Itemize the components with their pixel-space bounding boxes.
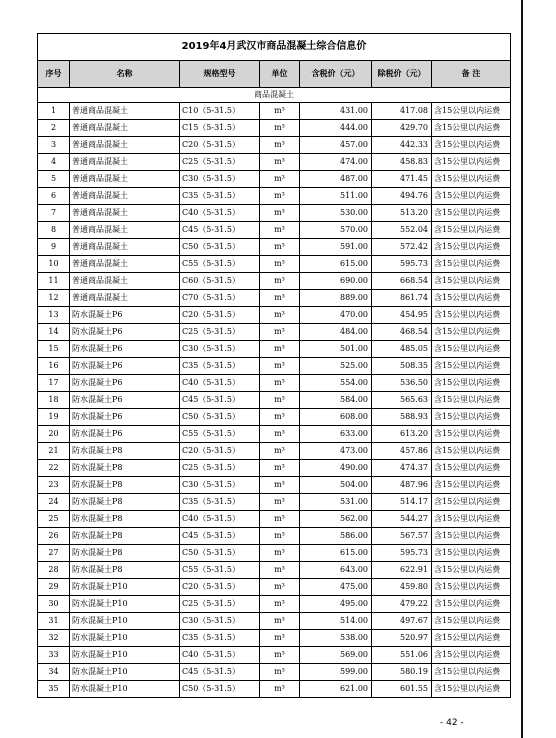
table-row [38, 596, 511, 613]
header-row [38, 61, 511, 88]
cell-spec: C35（5-31.5） [180, 188, 260, 205]
table-row [38, 341, 511, 358]
cell-price-notax: 485.05 [372, 341, 432, 358]
cell-price-tax: 586.00 [300, 528, 372, 545]
cell-price-tax: 504.00 [300, 477, 372, 494]
cell-note: 含15公里以内运费 [432, 409, 511, 426]
cell-note: 含15公里以内运费 [432, 256, 511, 273]
header-index: 序号 [38, 61, 70, 88]
cell-note: 含15公里以内运费 [432, 222, 511, 239]
cell-name: 普通商品混凝土 [70, 120, 180, 137]
cell-price-notax: 513.20 [372, 205, 432, 222]
cell-spec: C30（5-31.5） [180, 341, 260, 358]
cell-spec: C40（5-31.5） [180, 205, 260, 222]
cell-note: 含15公里以内运费 [432, 239, 511, 256]
cell-unit: m³ [260, 545, 300, 562]
cell-spec: C35（5-31.5） [180, 630, 260, 647]
cell-note: 含15公里以内运费 [432, 205, 511, 222]
cell-index: 26 [38, 528, 70, 545]
table-row [38, 205, 511, 222]
cell-spec: C30（5-31.5） [180, 171, 260, 188]
cell-name: 普通商品混凝土 [70, 273, 180, 290]
cell-price-notax: 429.70 [372, 120, 432, 137]
cell-unit: m³ [260, 613, 300, 630]
cell-price-tax: 514.00 [300, 613, 372, 630]
cell-price-tax: 538.00 [300, 630, 372, 647]
cell-name: 防水混凝土P6 [70, 392, 180, 409]
cell-price-notax: 520.97 [372, 630, 432, 647]
cell-name: 防水混凝土P8 [70, 477, 180, 494]
cell-index: 16 [38, 358, 70, 375]
table-row [38, 392, 511, 409]
cell-unit: m³ [260, 137, 300, 154]
cell-unit: m³ [260, 290, 300, 307]
cell-spec: C55（5-31.5） [180, 426, 260, 443]
cell-price-tax: 470.00 [300, 307, 372, 324]
cell-spec: C45（5-31.5） [180, 222, 260, 239]
cell-spec: C35（5-31.5） [180, 494, 260, 511]
cell-name: 防水混凝土P10 [70, 630, 180, 647]
cell-name: 普通商品混凝土 [70, 239, 180, 256]
cell-note: 含15公里以内运费 [432, 120, 511, 137]
cell-name: 普通商品混凝土 [70, 154, 180, 171]
cell-unit: m³ [260, 562, 300, 579]
cell-spec: C35（5-31.5） [180, 358, 260, 375]
cell-price-notax: 458.83 [372, 154, 432, 171]
cell-price-tax: 490.00 [300, 460, 372, 477]
cell-note: 含15公里以内运费 [432, 647, 511, 664]
cell-index: 21 [38, 443, 70, 460]
cell-note: 含15公里以内运费 [432, 664, 511, 681]
table-row [38, 409, 511, 426]
cell-unit: m³ [260, 681, 300, 698]
cell-note: 含15公里以内运费 [432, 562, 511, 579]
cell-spec: C70（5-31.5） [180, 290, 260, 307]
table-row [38, 137, 511, 154]
page-number: - 42 - [440, 718, 464, 728]
table-row [38, 460, 511, 477]
cell-index: 7 [38, 205, 70, 222]
cell-index: 9 [38, 239, 70, 256]
cell-unit: m³ [260, 188, 300, 205]
cell-unit: m³ [260, 392, 300, 409]
cell-price-tax: 444.00 [300, 120, 372, 137]
cell-price-notax: 457.86 [372, 443, 432, 460]
cell-name: 防水混凝土P10 [70, 579, 180, 596]
cell-note: 含15公里以内运费 [432, 290, 511, 307]
cell-price-tax: 615.00 [300, 256, 372, 273]
cell-price-notax: 861.74 [372, 290, 432, 307]
cell-name: 防水混凝土P8 [70, 511, 180, 528]
cell-unit: m³ [260, 511, 300, 528]
cell-index: 31 [38, 613, 70, 630]
cell-price-notax: 595.73 [372, 256, 432, 273]
cell-name: 防水混凝土P8 [70, 562, 180, 579]
cell-price-tax: 487.00 [300, 171, 372, 188]
cell-unit: m³ [260, 154, 300, 171]
table-row [38, 171, 511, 188]
cell-unit: m³ [260, 358, 300, 375]
cell-price-notax: 514.17 [372, 494, 432, 511]
cell-spec: C50（5-31.5） [180, 239, 260, 256]
table-row [38, 579, 511, 596]
table-row [38, 375, 511, 392]
cell-index: 18 [38, 392, 70, 409]
table-row [38, 494, 511, 511]
cell-index: 29 [38, 579, 70, 596]
cell-price-tax: 633.00 [300, 426, 372, 443]
cell-price-tax: 431.00 [300, 103, 372, 120]
table-row [38, 324, 511, 341]
table-row [38, 358, 511, 375]
cell-unit: m³ [260, 103, 300, 120]
cell-unit: m³ [260, 375, 300, 392]
cell-price-notax: 595.73 [372, 545, 432, 562]
cell-note: 含15公里以内运费 [432, 596, 511, 613]
cell-price-tax: 599.00 [300, 664, 372, 681]
table-row [38, 681, 511, 698]
cell-index: 24 [38, 494, 70, 511]
cell-price-notax: 487.96 [372, 477, 432, 494]
cell-unit: m³ [260, 596, 300, 613]
cell-spec: C20（5-31.5） [180, 137, 260, 154]
cell-name: 防水混凝土P6 [70, 375, 180, 392]
table-row [38, 562, 511, 579]
cell-price-tax: 484.00 [300, 324, 372, 341]
cell-index: 22 [38, 460, 70, 477]
cell-index: 2 [38, 120, 70, 137]
cell-name: 防水混凝土P6 [70, 324, 180, 341]
cell-unit: m³ [260, 171, 300, 188]
cell-price-notax: 494.76 [372, 188, 432, 205]
cell-spec: C20（5-31.5） [180, 307, 260, 324]
cell-name: 防水混凝土P6 [70, 341, 180, 358]
cell-spec: C30（5-31.5） [180, 613, 260, 630]
cell-name: 防水混凝土P10 [70, 681, 180, 698]
cell-price-tax: 501.00 [300, 341, 372, 358]
cell-name: 防水混凝土P6 [70, 426, 180, 443]
cell-price-tax: 473.00 [300, 443, 372, 460]
cell-spec: C55（5-31.5） [180, 562, 260, 579]
table-row [38, 290, 511, 307]
cell-index: 23 [38, 477, 70, 494]
table-row [38, 273, 511, 290]
cell-index: 1 [38, 103, 70, 120]
cell-note: 含15公里以内运费 [432, 171, 511, 188]
cell-name: 普通商品混凝土 [70, 171, 180, 188]
cell-note: 含15公里以内运费 [432, 341, 511, 358]
cell-price-notax: 572.42 [372, 239, 432, 256]
cell-price-tax: 570.00 [300, 222, 372, 239]
cell-name: 防水混凝土P10 [70, 596, 180, 613]
cell-price-notax: 544.27 [372, 511, 432, 528]
cell-price-tax: 457.00 [300, 137, 372, 154]
cell-name: 防水混凝土P10 [70, 647, 180, 664]
table-row [38, 647, 511, 664]
cell-unit: m³ [260, 409, 300, 426]
cell-index: 19 [38, 409, 70, 426]
cell-note: 含15公里以内运费 [432, 460, 511, 477]
cell-name: 防水混凝土P6 [70, 307, 180, 324]
cell-unit: m³ [260, 579, 300, 596]
cell-unit: m³ [260, 647, 300, 664]
cell-price-tax: 525.00 [300, 358, 372, 375]
cell-price-notax: 417.08 [372, 103, 432, 120]
cell-name: 防水混凝土P8 [70, 460, 180, 477]
cell-price-tax: 643.00 [300, 562, 372, 579]
cell-price-notax: 468.54 [372, 324, 432, 341]
cell-price-tax: 475.00 [300, 579, 372, 596]
cell-note: 含15公里以内运费 [432, 154, 511, 171]
cell-unit: m³ [260, 664, 300, 681]
cell-spec: C15（5-31.5） [180, 120, 260, 137]
cell-price-tax: 531.00 [300, 494, 372, 511]
cell-price-tax: 554.00 [300, 375, 372, 392]
cell-price-notax: 508.35 [372, 358, 432, 375]
cell-price-notax: 552.04 [372, 222, 432, 239]
header-price-tax: 含税价（元） [300, 61, 372, 88]
table-row [38, 222, 511, 239]
cell-price-notax: 588.93 [372, 409, 432, 426]
cell-spec: C50（5-31.5） [180, 545, 260, 562]
table-row [38, 307, 511, 324]
cell-unit: m³ [260, 324, 300, 341]
cell-index: 34 [38, 664, 70, 681]
cell-index: 8 [38, 222, 70, 239]
cell-index: 11 [38, 273, 70, 290]
cell-unit: m³ [260, 443, 300, 460]
table-row [38, 120, 511, 137]
cell-name: 普通商品混凝土 [70, 103, 180, 120]
cell-price-notax: 454.95 [372, 307, 432, 324]
cell-spec: C25（5-31.5） [180, 460, 260, 477]
cell-note: 含15公里以内运费 [432, 188, 511, 205]
cell-note: 含15公里以内运费 [432, 324, 511, 341]
cell-unit: m³ [260, 494, 300, 511]
table-row [38, 239, 511, 256]
cell-price-tax: 615.00 [300, 545, 372, 562]
cell-spec: C50（5-31.5） [180, 681, 260, 698]
cell-unit: m³ [260, 222, 300, 239]
table-row [38, 511, 511, 528]
cell-price-tax: 690.00 [300, 273, 372, 290]
cell-price-notax: 442.33 [372, 137, 432, 154]
cell-index: 12 [38, 290, 70, 307]
cell-price-notax: 536.50 [372, 375, 432, 392]
cell-spec: C25（5-31.5） [180, 596, 260, 613]
cell-note: 含15公里以内运费 [432, 426, 511, 443]
table-row [38, 256, 511, 273]
cell-note: 含15公里以内运费 [432, 273, 511, 290]
cell-price-tax: 495.00 [300, 596, 372, 613]
cell-name: 普通商品混凝土 [70, 290, 180, 307]
cell-price-notax: 497.67 [372, 613, 432, 630]
cell-name: 防水混凝土P6 [70, 358, 180, 375]
cell-unit: m³ [260, 426, 300, 443]
cell-note: 含15公里以内运费 [432, 494, 511, 511]
cell-index: 3 [38, 137, 70, 154]
cell-price-notax: 613.20 [372, 426, 432, 443]
table-row [38, 545, 511, 562]
cell-price-notax: 601.55 [372, 681, 432, 698]
cell-note: 含15公里以内运费 [432, 630, 511, 647]
cell-unit: m³ [260, 630, 300, 647]
section-row [38, 88, 511, 103]
cell-name: 防水混凝土P8 [70, 528, 180, 545]
cell-name: 防水混凝土P10 [70, 613, 180, 630]
cell-name: 普通商品混凝土 [70, 256, 180, 273]
cell-index: 10 [38, 256, 70, 273]
cell-name: 普通商品混凝土 [70, 137, 180, 154]
cell-note: 含15公里以内运费 [432, 528, 511, 545]
table-row [38, 613, 511, 630]
header-unit: 单位 [260, 61, 300, 88]
cell-price-notax: 580.19 [372, 664, 432, 681]
cell-spec: C20（5-31.5） [180, 443, 260, 460]
cell-index: 25 [38, 511, 70, 528]
cell-price-tax: 889.00 [300, 290, 372, 307]
header-note: 备 注 [432, 61, 511, 88]
cell-price-tax: 530.00 [300, 205, 372, 222]
cell-note: 含15公里以内运费 [432, 579, 511, 596]
cell-spec: C30（5-31.5） [180, 477, 260, 494]
cell-spec: C60（5-31.5） [180, 273, 260, 290]
table-row [38, 664, 511, 681]
cell-note: 含15公里以内运费 [432, 443, 511, 460]
cell-spec: C25（5-31.5） [180, 154, 260, 171]
cell-index: 33 [38, 647, 70, 664]
cell-unit: m³ [260, 460, 300, 477]
table-row [38, 188, 511, 205]
cell-unit: m³ [260, 528, 300, 545]
cell-price-notax: 551.06 [372, 647, 432, 664]
section-label: 商品混凝土 [38, 88, 511, 103]
cell-unit: m³ [260, 307, 300, 324]
table-row [38, 477, 511, 494]
cell-spec: C25（5-31.5） [180, 324, 260, 341]
cell-note: 含15公里以内运费 [432, 137, 511, 154]
cell-spec: C55（5-31.5） [180, 256, 260, 273]
cell-unit: m³ [260, 256, 300, 273]
cell-note: 含15公里以内运费 [432, 511, 511, 528]
cell-index: 28 [38, 562, 70, 579]
cell-price-tax: 608.00 [300, 409, 372, 426]
cell-unit: m³ [260, 273, 300, 290]
cell-price-tax: 511.00 [300, 188, 372, 205]
cell-spec: C45（5-31.5） [180, 664, 260, 681]
cell-index: 13 [38, 307, 70, 324]
header-name: 名称 [70, 61, 180, 88]
cell-name: 防水混凝土P6 [70, 409, 180, 426]
cell-spec: C40（5-31.5） [180, 511, 260, 528]
cell-note: 含15公里以内运费 [432, 545, 511, 562]
cell-index: 14 [38, 324, 70, 341]
cell-price-notax: 622.91 [372, 562, 432, 579]
cell-price-notax: 565.63 [372, 392, 432, 409]
table-row [38, 443, 511, 460]
cell-price-tax: 584.00 [300, 392, 372, 409]
cell-note: 含15公里以内运费 [432, 375, 511, 392]
cell-price-notax: 474.37 [372, 460, 432, 477]
cell-unit: m³ [260, 239, 300, 256]
cell-price-tax: 591.00 [300, 239, 372, 256]
cell-name: 防水混凝土P8 [70, 545, 180, 562]
cell-index: 27 [38, 545, 70, 562]
cell-index: 15 [38, 341, 70, 358]
title-row [38, 34, 511, 61]
cell-index: 32 [38, 630, 70, 647]
cell-spec: C10（5-31.5） [180, 103, 260, 120]
cell-note: 含15公里以内运费 [432, 307, 511, 324]
cell-name: 普通商品混凝土 [70, 222, 180, 239]
cell-name: 普通商品混凝土 [70, 188, 180, 205]
cell-price-notax: 668.54 [372, 273, 432, 290]
table-row [38, 154, 511, 171]
page-edge-bar [521, 0, 523, 738]
price-sheet [37, 33, 510, 698]
cell-unit: m³ [260, 341, 300, 358]
cell-unit: m³ [260, 205, 300, 222]
cell-price-tax: 569.00 [300, 647, 372, 664]
cell-spec: C45（5-31.5） [180, 392, 260, 409]
header-spec: 规格型号 [180, 61, 260, 88]
cell-spec: C45（5-31.5） [180, 528, 260, 545]
cell-price-tax: 621.00 [300, 681, 372, 698]
table-row [38, 103, 511, 120]
cell-price-notax: 479.22 [372, 596, 432, 613]
cell-price-tax: 474.00 [300, 154, 372, 171]
cell-name: 防水混凝土P10 [70, 664, 180, 681]
cell-index: 30 [38, 596, 70, 613]
cell-price-notax: 567.57 [372, 528, 432, 545]
cell-name: 普通商品混凝土 [70, 205, 180, 222]
cell-price-tax: 562.00 [300, 511, 372, 528]
table-row [38, 528, 511, 545]
page-title: 2019年4月武汉市商品混凝土综合信息价 [38, 34, 511, 61]
cell-note: 含15公里以内运费 [432, 358, 511, 375]
cell-note: 含15公里以内运费 [432, 477, 511, 494]
cell-note: 含15公里以内运费 [432, 681, 511, 698]
cell-spec: C20（5-31.5） [180, 579, 260, 596]
cell-spec: C40（5-31.5） [180, 647, 260, 664]
cell-price-notax: 471.45 [372, 171, 432, 188]
cell-note: 含15公里以内运费 [432, 103, 511, 120]
cell-index: 17 [38, 375, 70, 392]
cell-note: 含15公里以内运费 [432, 613, 511, 630]
cell-name: 防水混凝土P8 [70, 494, 180, 511]
cell-index: 35 [38, 681, 70, 698]
header-price-notax: 除税价（元） [372, 61, 432, 88]
cell-spec: C40（5-31.5） [180, 375, 260, 392]
cell-unit: m³ [260, 477, 300, 494]
cell-index: 5 [38, 171, 70, 188]
price-table [37, 33, 511, 698]
cell-index: 6 [38, 188, 70, 205]
cell-name: 防水混凝土P8 [70, 443, 180, 460]
cell-index: 4 [38, 154, 70, 171]
cell-index: 20 [38, 426, 70, 443]
cell-spec: C50（5-31.5） [180, 409, 260, 426]
table-row [38, 426, 511, 443]
cell-unit: m³ [260, 120, 300, 137]
cell-price-notax: 459.80 [372, 579, 432, 596]
cell-note: 含15公里以内运费 [432, 392, 511, 409]
table-row [38, 630, 511, 647]
